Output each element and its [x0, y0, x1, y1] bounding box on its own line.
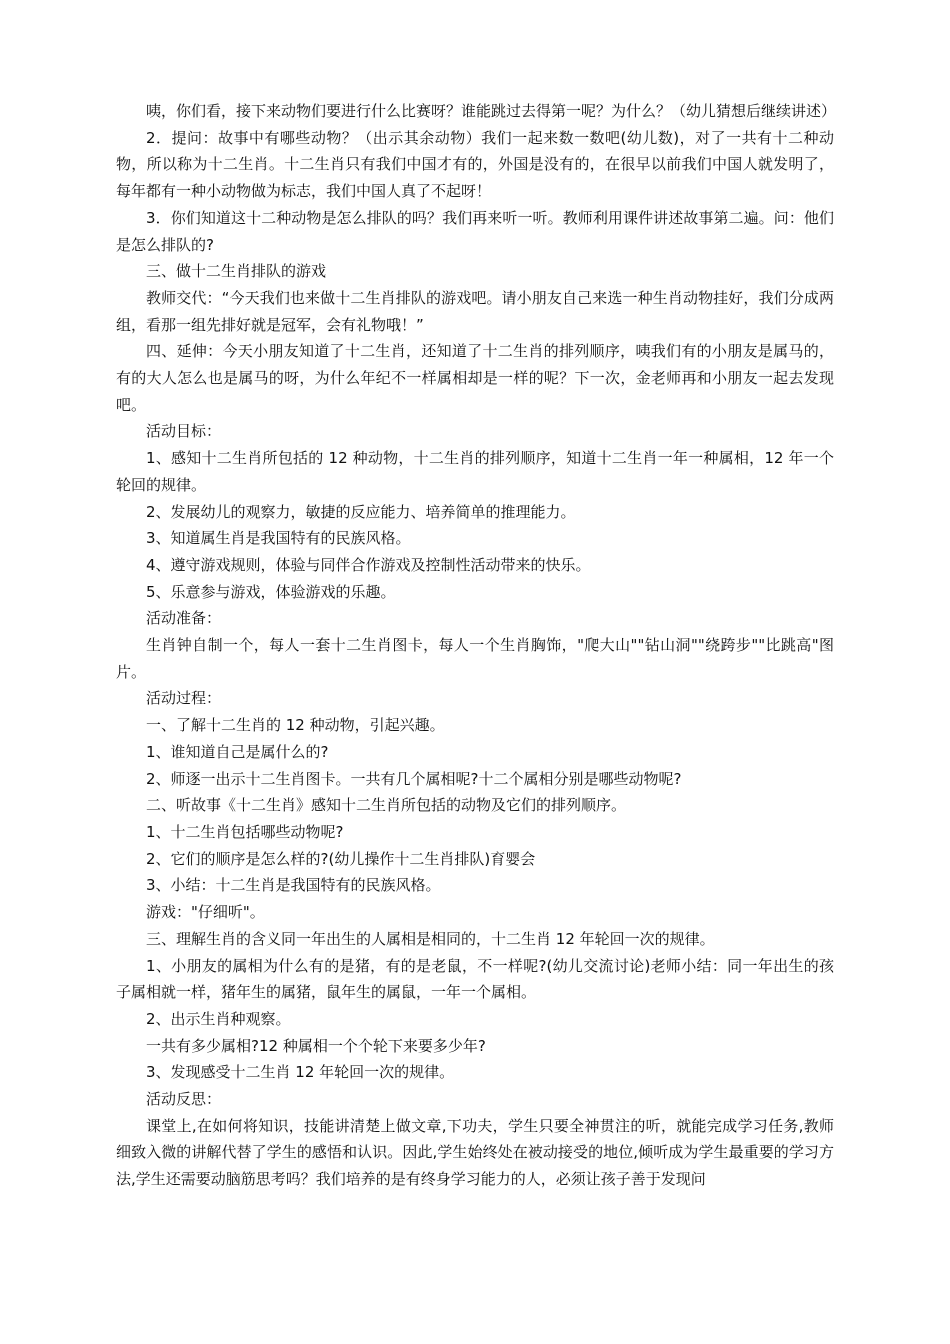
paragraph-step-3-question: 3．你们知道这十二种动物是怎么排队的吗？我们再来听一听。教师利用课件讲述故事第二遍。问：他们是怎么排队的? — [116, 208, 834, 254]
heading-activity-reflection: 活动反思： — [146, 1090, 222, 1109]
paragraph-extension: 四、延伸：今天小朋友知道了十二生肖，还知道了十二生肖的排列顺序，咦我们有的小朋友是属马的，有的大人怎么也是属马的呀，为什么年纪不一样属相却是一样的呢？下一次，金老师再和小朋友一起去发现吧。 — [116, 342, 834, 414]
process-item-2-2: 2、它们的顺序是怎么样的?(幼儿操作十二生肖排队)育婴会 — [146, 849, 536, 868]
paragraph-teacher-instruction: 教师交代：“今天我们也来做十二生肖排队的游戏吧。请小朋友自己来选一种生肖动物挂好，我们分成两组，看那一组先排好就是冠军，会有礼物哦！” — [116, 288, 834, 334]
process-item-1-2: 2、师逐一出示十二生肖图卡。一共有几个属相呢?十二个属相分别是哪些动物呢? — [146, 769, 682, 788]
heading-activity-process: 活动过程： — [146, 689, 222, 708]
heading-activity-preparation: 活动准备： — [146, 609, 222, 628]
process-item-3-3: 3、发现感受十二生肖 12 年轮回一次的规律。 — [146, 1063, 455, 1082]
process-item-3-1: 1、小朋友的属相为什么有的是猪，有的是老鼠，不一样呢?(幼儿交流讨论)老师小结：同一年出生的孩子属相就一样，猪年生的属猪，鼠年生的属鼠，一年一个属相。 — [116, 956, 834, 1002]
goal-item-1: 1、感知十二生肖所包括的 12 种动物，十二生肖的排列顺序，知道十二生肖一年一种属相，12 年一个轮回的规律。 — [116, 449, 834, 494]
process-item-2-1: 1、十二生肖包括哪些动物呢? — [146, 822, 344, 841]
goal-item-5: 5、乐意参与游戏，体验游戏的乐趣。 — [146, 582, 396, 601]
process-section-2: 二、听故事《十二生肖》感知十二生肖所包括的动物及它们的排列顺序。 — [146, 796, 627, 815]
document-body — [116, 98, 837, 1193]
goal-item-4: 4、遵守游戏规则，体验与同伴合作游戏及控制性活动带来的快乐。 — [146, 555, 591, 574]
paragraph-step-2-question: 2．提问：故事中有哪些动物？（出示其余动物）我们一起来数一数吧(幼儿数)，对了一共有十二种动物，所以称为十二生肖。十二生肖只有我们中国才有的，外国是没有的，在很早以前我们中国人就发明了，每年都有一种小动物做为标志，我们中国人真了不起呀！ — [116, 128, 834, 201]
heading-activity-goals: 活动目标： — [146, 422, 222, 441]
process-section-3: 三、理解生肖的含义同一年出生的人属相是相同的，十二生肖 12 年轮回一次的规律。 — [146, 929, 715, 948]
process-section-1: 一、了解十二生肖的 12 种动物，引起兴趣。 — [146, 716, 445, 735]
process-item-2-3: 3、小结：十二生肖是我国特有的民族风格。 — [146, 876, 441, 895]
goal-item-3: 3、知道属生肖是我国特有的民族风格。 — [146, 529, 411, 548]
process-game: 游戏："仔细听"。 — [146, 903, 265, 922]
process-item-1-1: 1、谁知道自己是属什么的? — [146, 742, 329, 761]
paragraph-reflection: 课堂上,在如何将知识，技能讲清楚上做文章,下功夫，学生只要全神贯注的听，就能完成学习任务,教师细致入微的讲解代替了学生的感悟和认识。因此,学生始终处在被动接受的地位,倾听成为学生最重要的学习方法,学生还需要动脑筋思考吗？我们培养的是有终身学习能力的人，必须让孩子善于发现问 — [116, 1116, 834, 1189]
process-item-3-question: 一共有多少属相?12 种属相一个个轮下来要多少年? — [146, 1036, 486, 1055]
goal-item-2: 2、发展幼儿的观察力，敏捷的反应能力、培养简单的推理能力。 — [146, 502, 576, 521]
paragraph-story-question: 咦，你们看，接下来动物们要进行什么比赛呀？谁能跳过去得第一呢？为什么？（幼儿猜想后继续讲述） — [146, 102, 837, 120]
process-item-3-2: 2、出示生肖种观察。 — [146, 1009, 291, 1028]
section-heading-game: 三、做十二生肖排队的游戏 — [146, 262, 327, 281]
paragraph-preparation-materials: 生肖钟自制一个，每人一套十二生肖图卡，每人一个生肖胸饰，"爬大山""钻山洞""绕跨步""比跳高"图片。 — [116, 636, 834, 681]
